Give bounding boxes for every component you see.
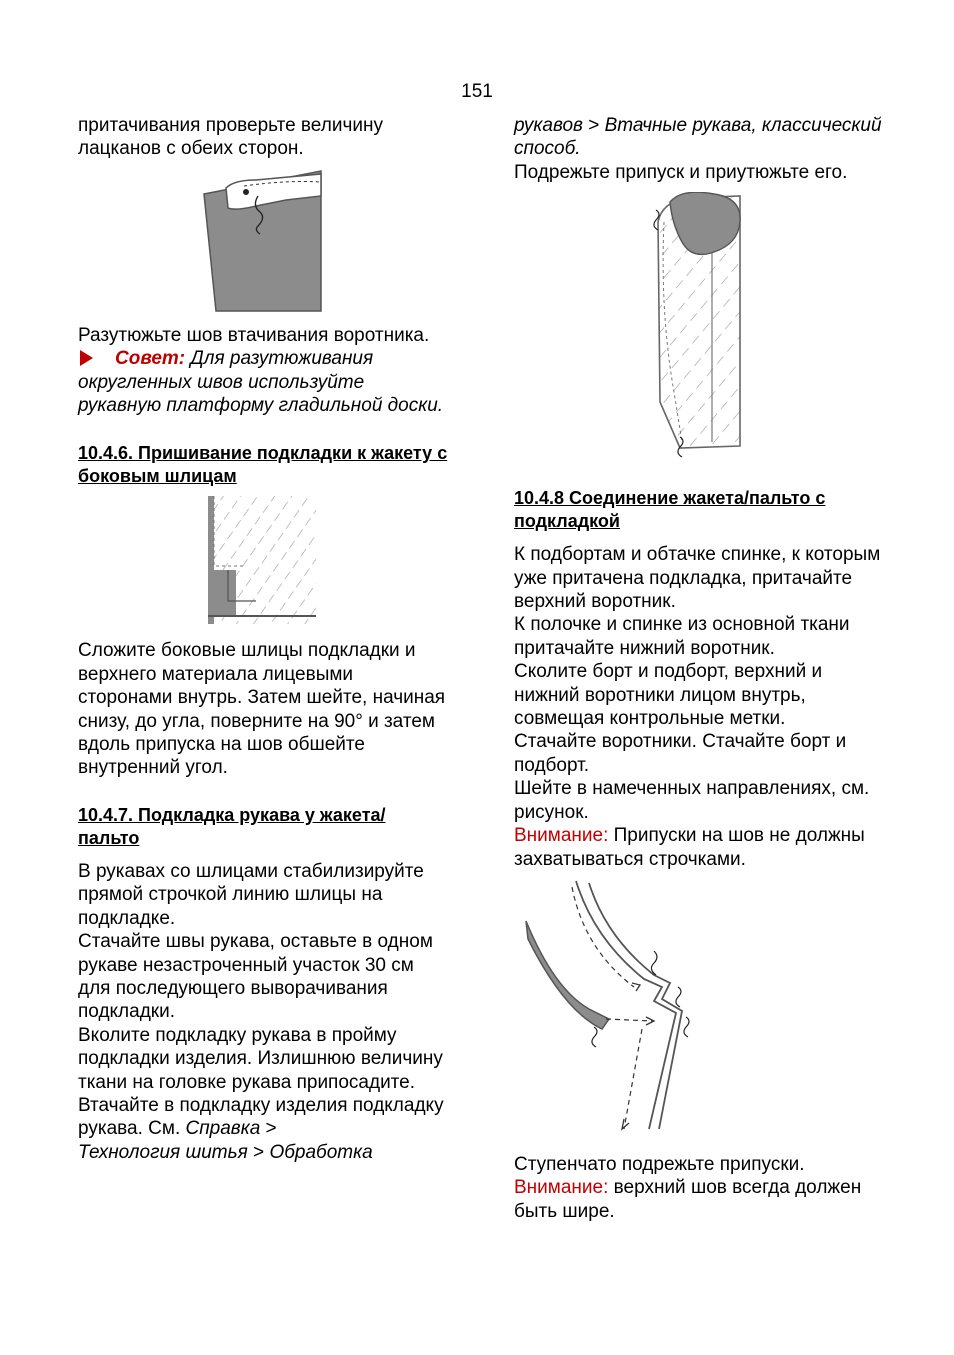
paragraph-reference-continued: [514, 114, 886, 161]
separator: >: [247, 1141, 270, 1163]
tip-label: Совет:: [115, 348, 186, 370]
tip-arrow-icon: [80, 350, 93, 366]
left-column: [78, 114, 450, 1164]
reference-link-help: Справка: [185, 1118, 261, 1140]
paragraph-pin-sleeve: Вколите подкладку рукава в пройму подкладки изделия. Излишнюю величину ткани на головке рукава припосадите.: [78, 1024, 443, 1093]
page-number: 151: [461, 81, 493, 102]
attention-label: Внимание:: [514, 1177, 609, 1199]
reference-link-processing: Обработка: [269, 1141, 373, 1163]
reference-link-sewing-tech: Технология шитья: [78, 1141, 248, 1163]
section-heading-10-4-8: 10.4.8 Соединение жакета/пальто с подкладкой: [514, 488, 826, 532]
paragraph-trim-press: Подрежьте припуск и приутюжьте его.: [514, 161, 848, 183]
right-column: [514, 114, 886, 1223]
tip-block: [78, 347, 450, 417]
reference-link-sleeves: рукавов: [514, 115, 583, 136]
attention-text: Припуски на шов не должны захватываться строчками.: [514, 825, 865, 870]
section-heading-10-4-6: 10.4.6. Пришивание подкладки к жакету с боковым шлицам: [78, 443, 448, 487]
paragraph-grade-seams: Ступенчато подрежьте припуски.: [514, 1153, 805, 1175]
section-heading-10-4-7: 10.4.7. Подкладка рукава у жакета/ пальто: [78, 804, 386, 848]
attention-text: верхний шов всегда должен быть шире.: [514, 1177, 862, 1222]
paragraph-sleeve-vents: В рукавах со шлицами стабилизируйте прямой строчкой линию шлицы на подкладке.: [78, 860, 424, 929]
paragraph-attach-sleeve: [78, 1094, 450, 1164]
reference-link-set-in-sleeves: Втачные рукава, классический способ.: [514, 115, 882, 160]
separator: >: [582, 115, 605, 136]
collar-joining-illustration: [514, 879, 714, 1139]
paragraph-sleeve-seams: Стачайте швы рукава, оставьте в одном рукаве незастроченный участок 30 см для последующего выворачивания подкладки.: [78, 931, 433, 1023]
paragraph-stitch-collars: Стачайте воротники. Стачайте борт и подборт.: [514, 731, 847, 776]
tip-text: Для разутюживания округленных швов используйте рукавную платформу гладильной доски.: [78, 348, 444, 417]
attention-note-1: [514, 824, 886, 871]
paragraph-under-collar: К полочке и спинке из основной ткани притачайте нижний воротник.: [514, 614, 850, 659]
paragraph-press-collar: Разутюжьте шов втачивания воротника.: [78, 324, 430, 346]
attention-note-2: [514, 1176, 886, 1223]
paragraph-sew-directions: Шейте в намеченных направлениях, см. рисунок.: [514, 778, 870, 823]
sleeve-lining-illustration: [652, 192, 752, 462]
attention-label: Внимание:: [514, 825, 609, 847]
paragraph-top-collar: К подбортам и обтачке спинке, к которым уже притачена подкладка, притачайте верхний воротник.: [514, 544, 881, 613]
collar-seam-illustration: [196, 166, 336, 314]
paragraph-pin-front: Сколите борт и подборт, верхний и нижний воротники лицом внутрь, совмещая контрольные метки.: [514, 661, 823, 730]
text-span: Втачайте в подкладку изделия подкладку рукава. См.: [78, 1094, 444, 1140]
paragraph-vents: Сложите боковые шлицы подкладки и верхнего материала лицевыми сторонами внутрь. Затем шейте, начиная снизу, до угла, поверните на 90° и затем вдоль припуска на шов обшейте внутренний угол.: [78, 640, 446, 779]
paragraph-lapels-check: притачивания проверьте величину лацканов с обеих сторон.: [78, 115, 383, 160]
separator: >: [260, 1118, 277, 1140]
side-vent-illustration: [206, 496, 316, 626]
